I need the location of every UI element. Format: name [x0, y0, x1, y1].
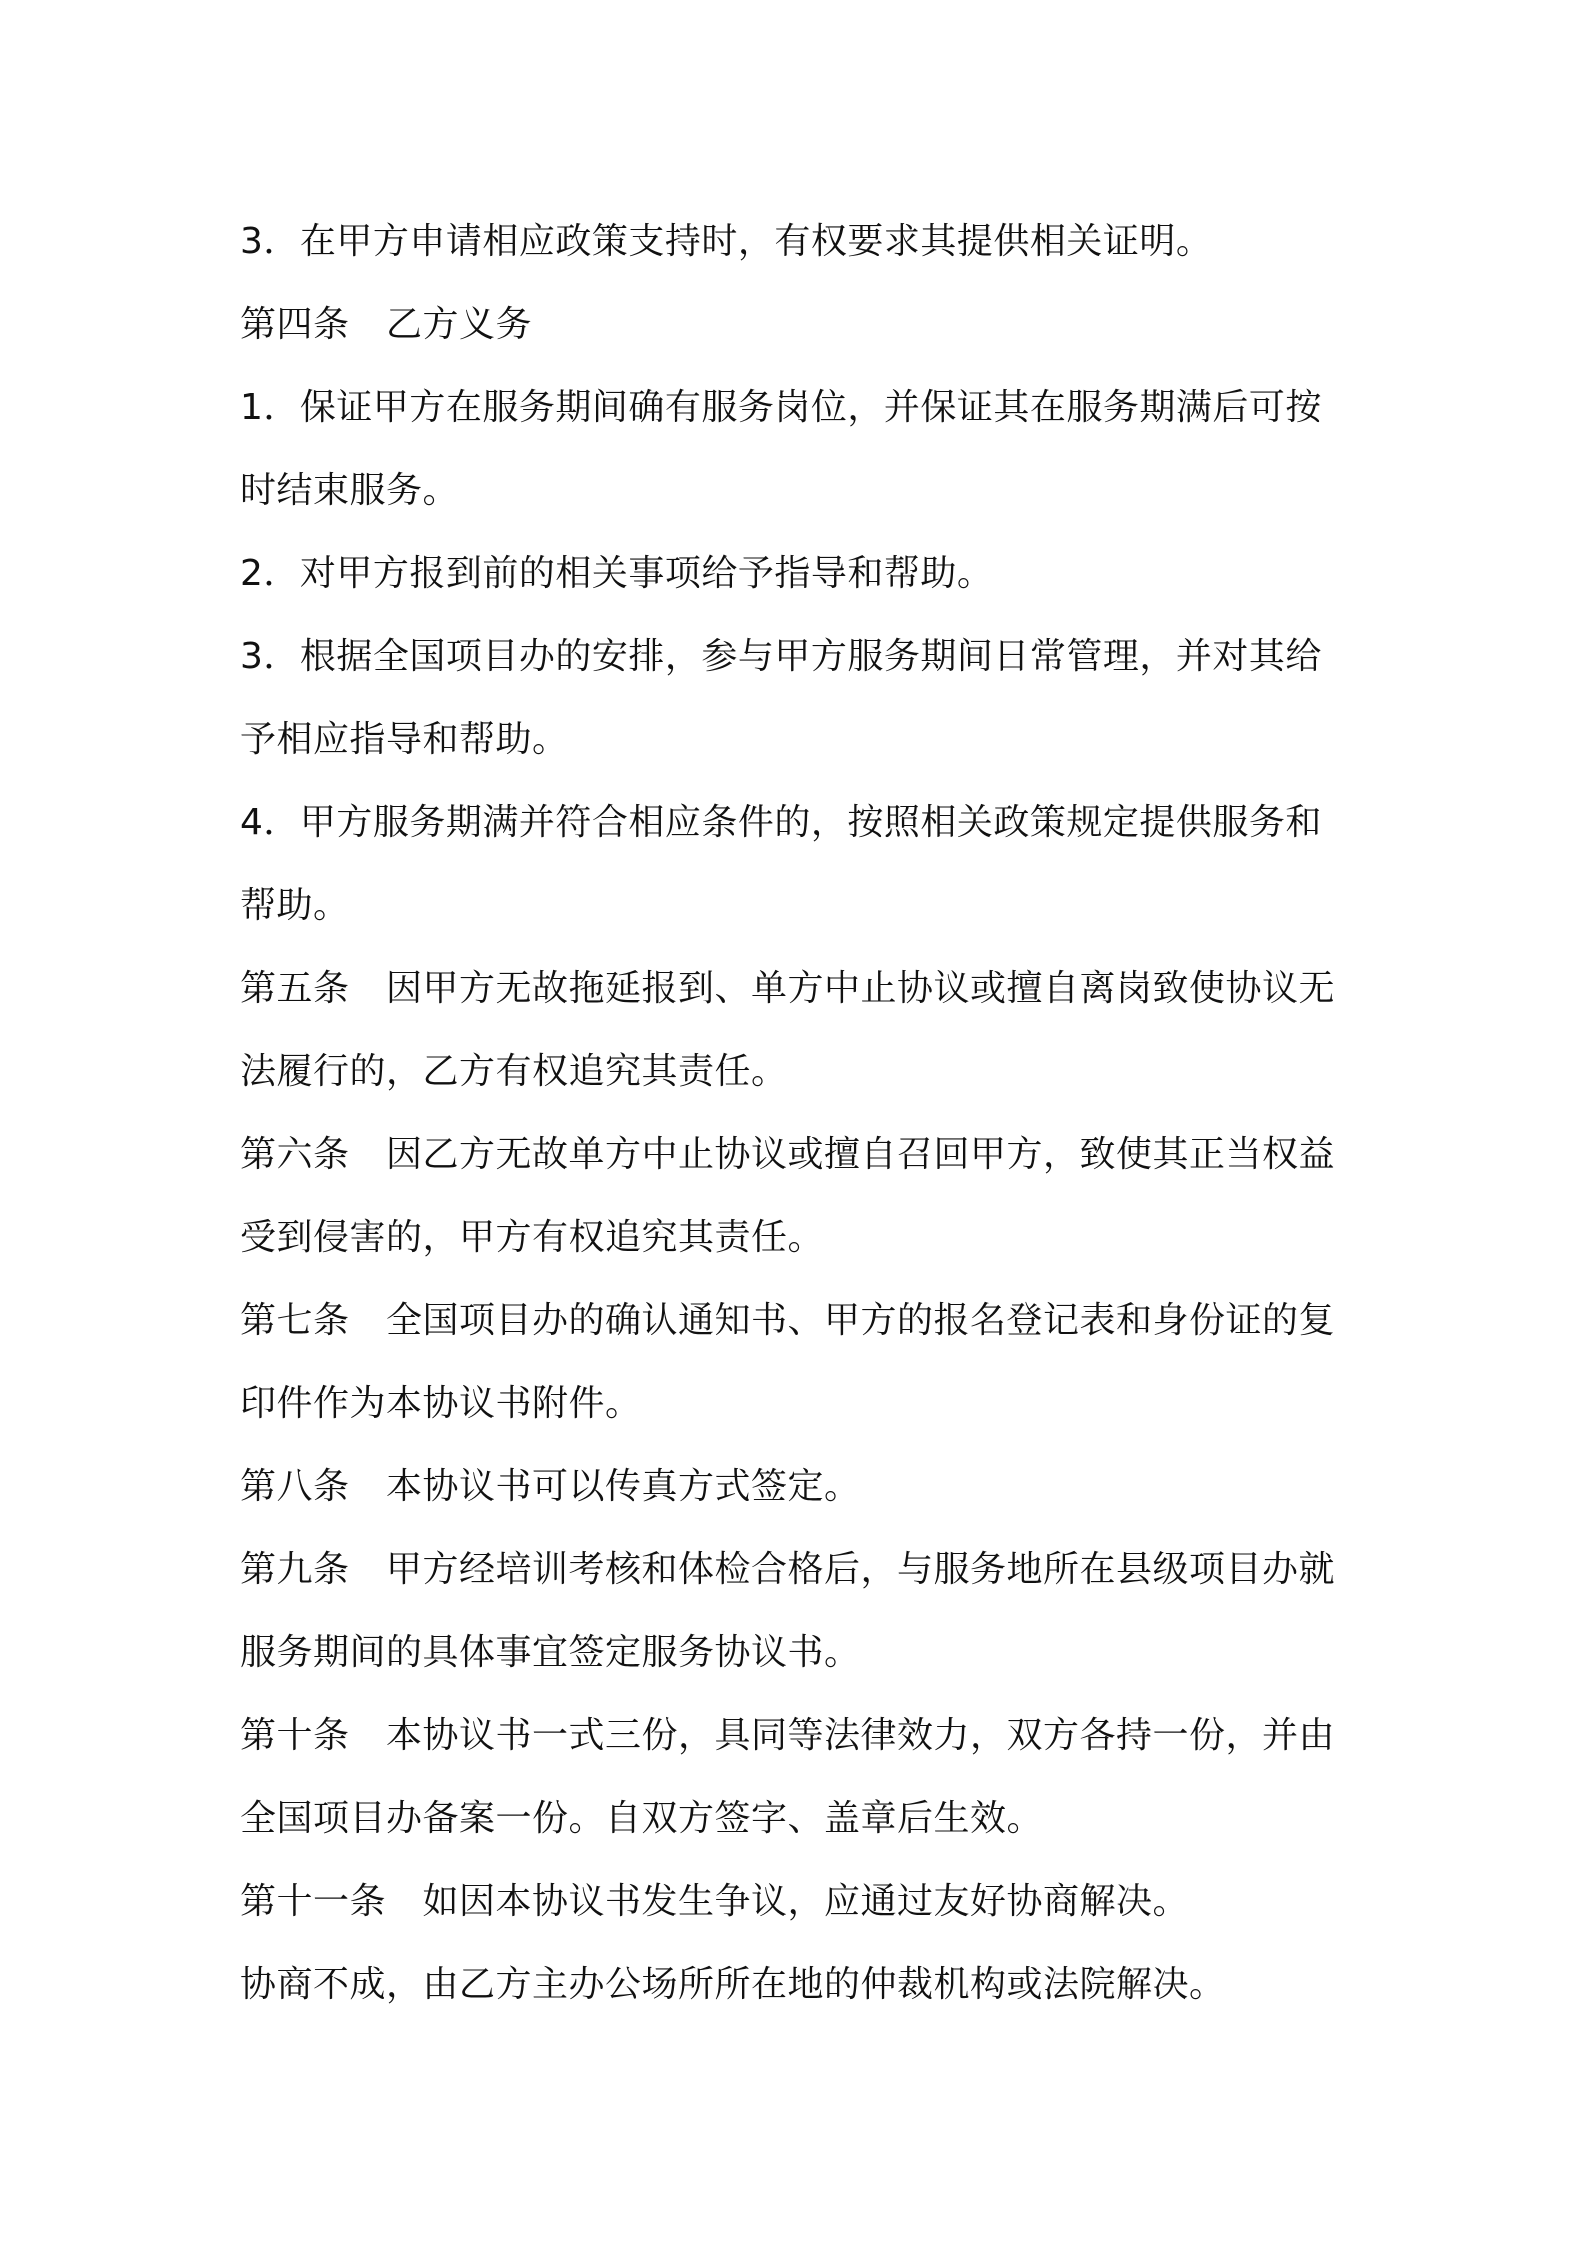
text-line: 4．甲方服务期满并符合相应条件的，按照相关政策规定提供服务和 — [240, 802, 1322, 843]
text-line: 帮助。 — [240, 885, 350, 926]
text-line: 2．对甲方报到前的相关事项给予指导和帮助。 — [240, 553, 994, 594]
text-line: 1．保证甲方在服务期间确有服务岗位，并保证其在服务期满后可按 — [240, 387, 1322, 428]
text-line: 服务期间的具体事宜签定服务协议书。 — [240, 1632, 861, 1673]
article-line: 第五条 因甲方无故拖延报到、单方中止协议或擅自离岗致使协议无 — [240, 968, 1336, 1009]
text-line: 时结束服务。 — [240, 470, 460, 511]
article-line: 第九条 甲方经培训考核和体检合格后，与服务地所在县级项目办就 — [240, 1549, 1336, 1590]
text-line: 法履行的，乙方有权追究其责任。 — [240, 1051, 788, 1092]
text-line: 3．根据全国项目办的安排，参与甲方服务期间日常管理，并对其给 — [240, 636, 1322, 677]
text-line: 3．在甲方申请相应政策支持时，有权要求其提供相关证明。 — [240, 221, 1213, 262]
article-line: 第六条 因乙方无故单方中止协议或擅自召回甲方，致使其正当权益 — [240, 1134, 1336, 1175]
text-line: 印件作为本协议书附件。 — [240, 1383, 642, 1424]
text-line: 受到侵害的，甲方有权追究其责任。 — [240, 1217, 825, 1258]
text-line: 予相应指导和帮助。 — [240, 719, 569, 760]
article-line: 第十一条 如因本协议书发生争议，应通过友好协商解决。 — [240, 1881, 1190, 1922]
text-line: 全国项目办备案一份。自双方签字、盖章后生效。 — [240, 1798, 1044, 1839]
text-line: 协商不成，由乙方主办公场所所在地的仲裁机构或法院解决。 — [240, 1964, 1226, 2005]
article-line: 第八条 本协议书可以传真方式签定。 — [240, 1466, 861, 1507]
article-line: 第七条 全国项目办的确认通知书、甲方的报名登记表和身份证的复 — [240, 1300, 1336, 1341]
article-line: 第十条 本协议书一式三份，具同等法律效力，双方各持一份，并由 — [240, 1715, 1336, 1756]
article-heading: 第四条 乙方义务 — [240, 304, 533, 345]
document-body — [240, 200, 1360, 2026]
